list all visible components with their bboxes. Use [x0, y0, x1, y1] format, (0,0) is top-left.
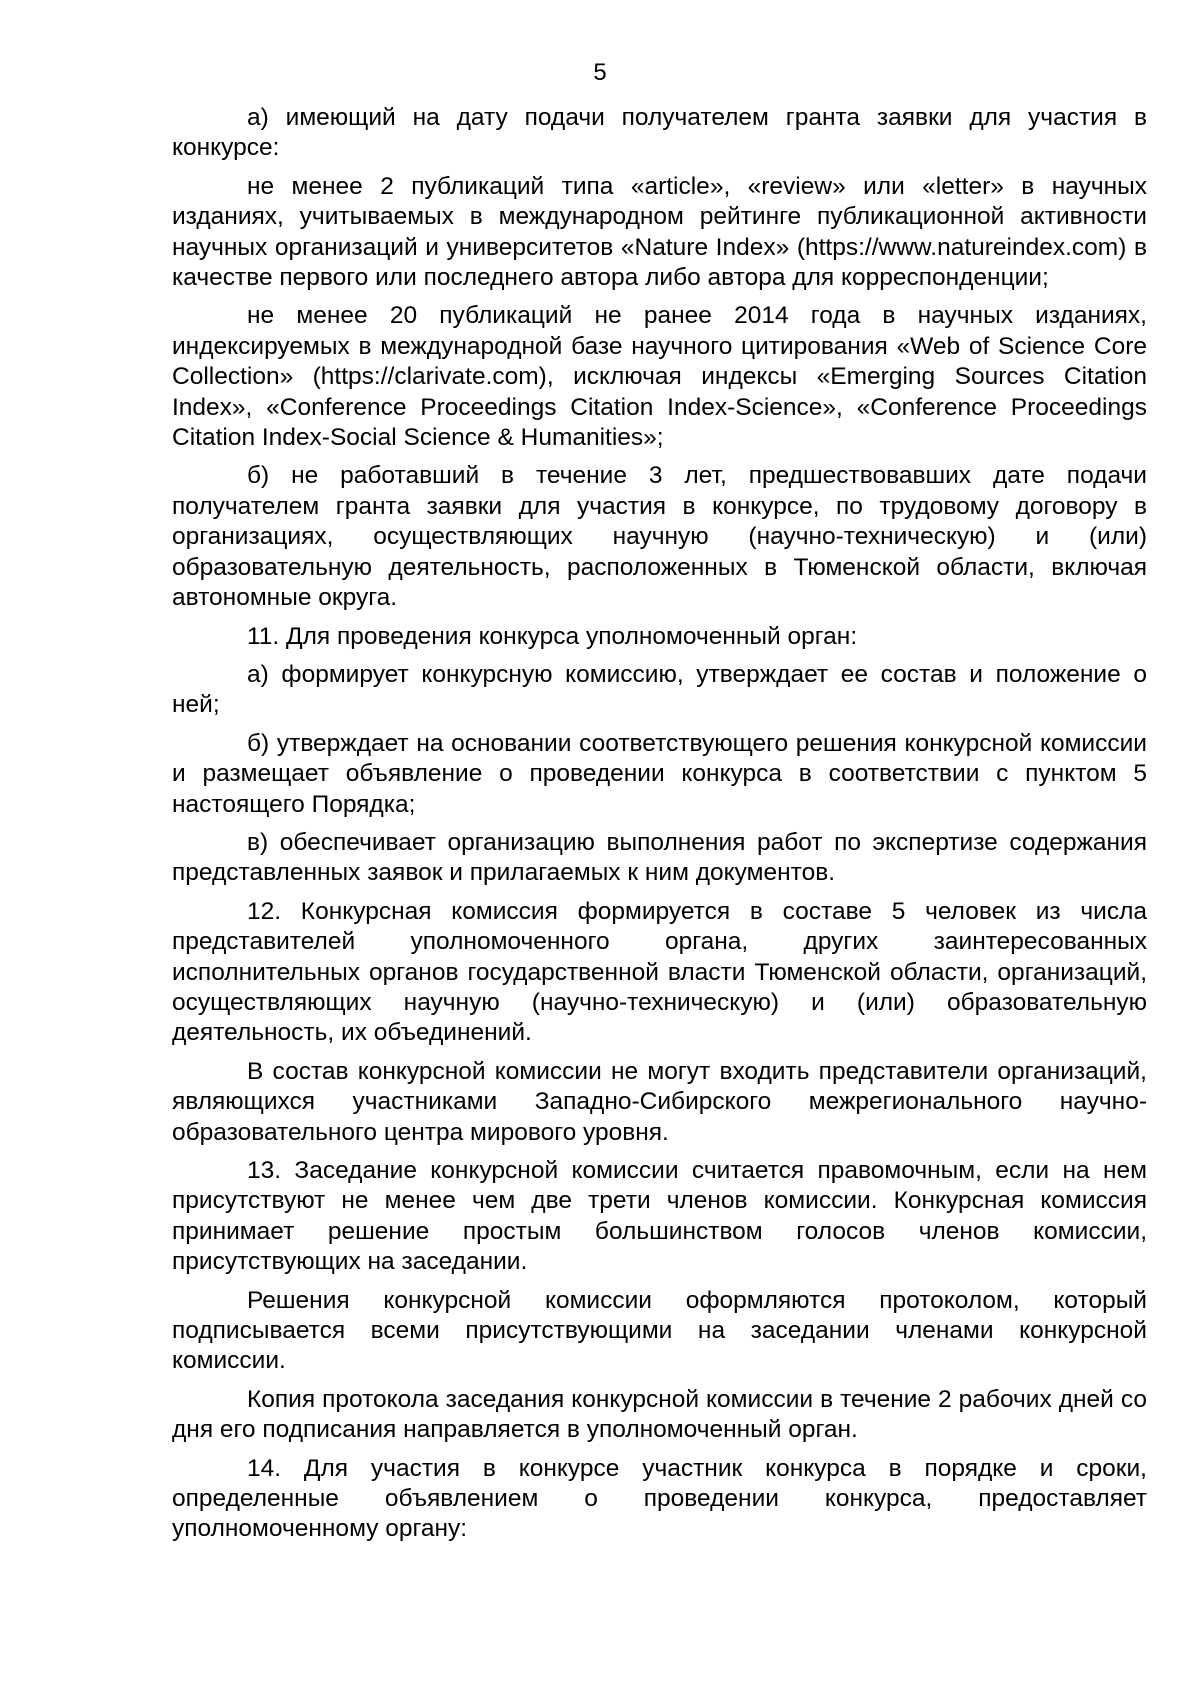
- paragraph-10a: а) имеющий на дату подачи получателем гранта заявки для участия в конкурсе:: [172, 104, 1147, 162]
- paragraph-11c: в) обеспечивает организацию выполнения работ по экспертизе содержания представленных заявок и прилагаемых к ним документов.: [172, 828, 1147, 887]
- paragraph-14: 14. Для участия в конкурсе участник конкурса в порядке и сроки, определенные объявлением о проведении конкурса, предоставляет уполномоченному органу:: [172, 1454, 1147, 1543]
- paragraph-13-copy: Копия протокола заседания конкурсной комиссии в течение 2 рабочих дней со дня его подписания направляется в уполномоченный орган.: [172, 1385, 1147, 1444]
- document-body: [172, 103, 1147, 1545]
- paragraph-11: 11. Для проведения конкурса уполномоченный орган:: [247, 622, 858, 650]
- paragraph-13: 13. Заседание конкурсной комиссии считается правомочным, если на нем присутствуют не менее чем две трети членов комиссии. Конкурсная комиссия принимает решение простым большинством голосов членов комиссии, присутствующих на заседании.: [172, 1157, 1147, 1276]
- paragraph-11a: а) формирует конкурсную комиссию, утверждает ее состав и положение о ней;: [172, 660, 1147, 719]
- paragraph-11b: б) утверждает на основании соответствующего решения конкурсной комиссии и размещает объявление о проведении конкурса в соответствии с пунктом 5 настоящего Порядка;: [172, 729, 1147, 818]
- paragraph-12-exclusion: В состав конкурсной комиссии не могут входить представители организаций, являющихся участниками Западно-Сибирского межрегионального научно-образовательного центра мирового уровня.: [172, 1057, 1147, 1146]
- page-number: 5: [593, 59, 607, 86]
- paragraph-nature-index: не менее 2 публикаций типа «article», «review» или «letter» в научных изданиях, учитываемых в международном рейтинге публикационной активности научных организаций и университетов «Nature Index» (https://www.natureindex.com) в качестве первого или последнего автора либо автора для корреспонденции;: [172, 172, 1147, 292]
- paragraph-10b: б) не работавший в течение 3 лет, предшествовавших дате подачи получателем гранта заявки для участия в конкурсе, по трудовому договору в организациях, осуществляющих научную (научно-техническую) и (или) образовательную деятельность, расположенных в Тюменской области, включая автономные округа.: [172, 462, 1147, 612]
- paragraph-13-protocol: Решения конкурсной комиссии оформляются протоколом, который подписывается всеми присутствующими на заседании членами конкурсной комиссии.: [172, 1286, 1147, 1375]
- paragraph-web-of-science: не менее 20 публикаций не ранее 2014 года в научных изданиях, индексируемых в международной базе научного цитирования «Web of Science Core Collection» (https://clarivate.com), исключая индексы «Emerging Sources Citation Index», «Conference Proceedings Citation Index-Science», «Conference Proceedings Citation Index-Social Science & Humanities»;: [172, 302, 1147, 452]
- paragraph-12: 12. Конкурсная комиссия формируется в составе 5 человек из числа представителей уполномоченного органа, других заинтересованных исполнительных органов государственной власти Тюменской области, организаций, осуществляющих научную (научно-техническую) и (или) образовательную деятельность, их объединений.: [172, 897, 1147, 1047]
